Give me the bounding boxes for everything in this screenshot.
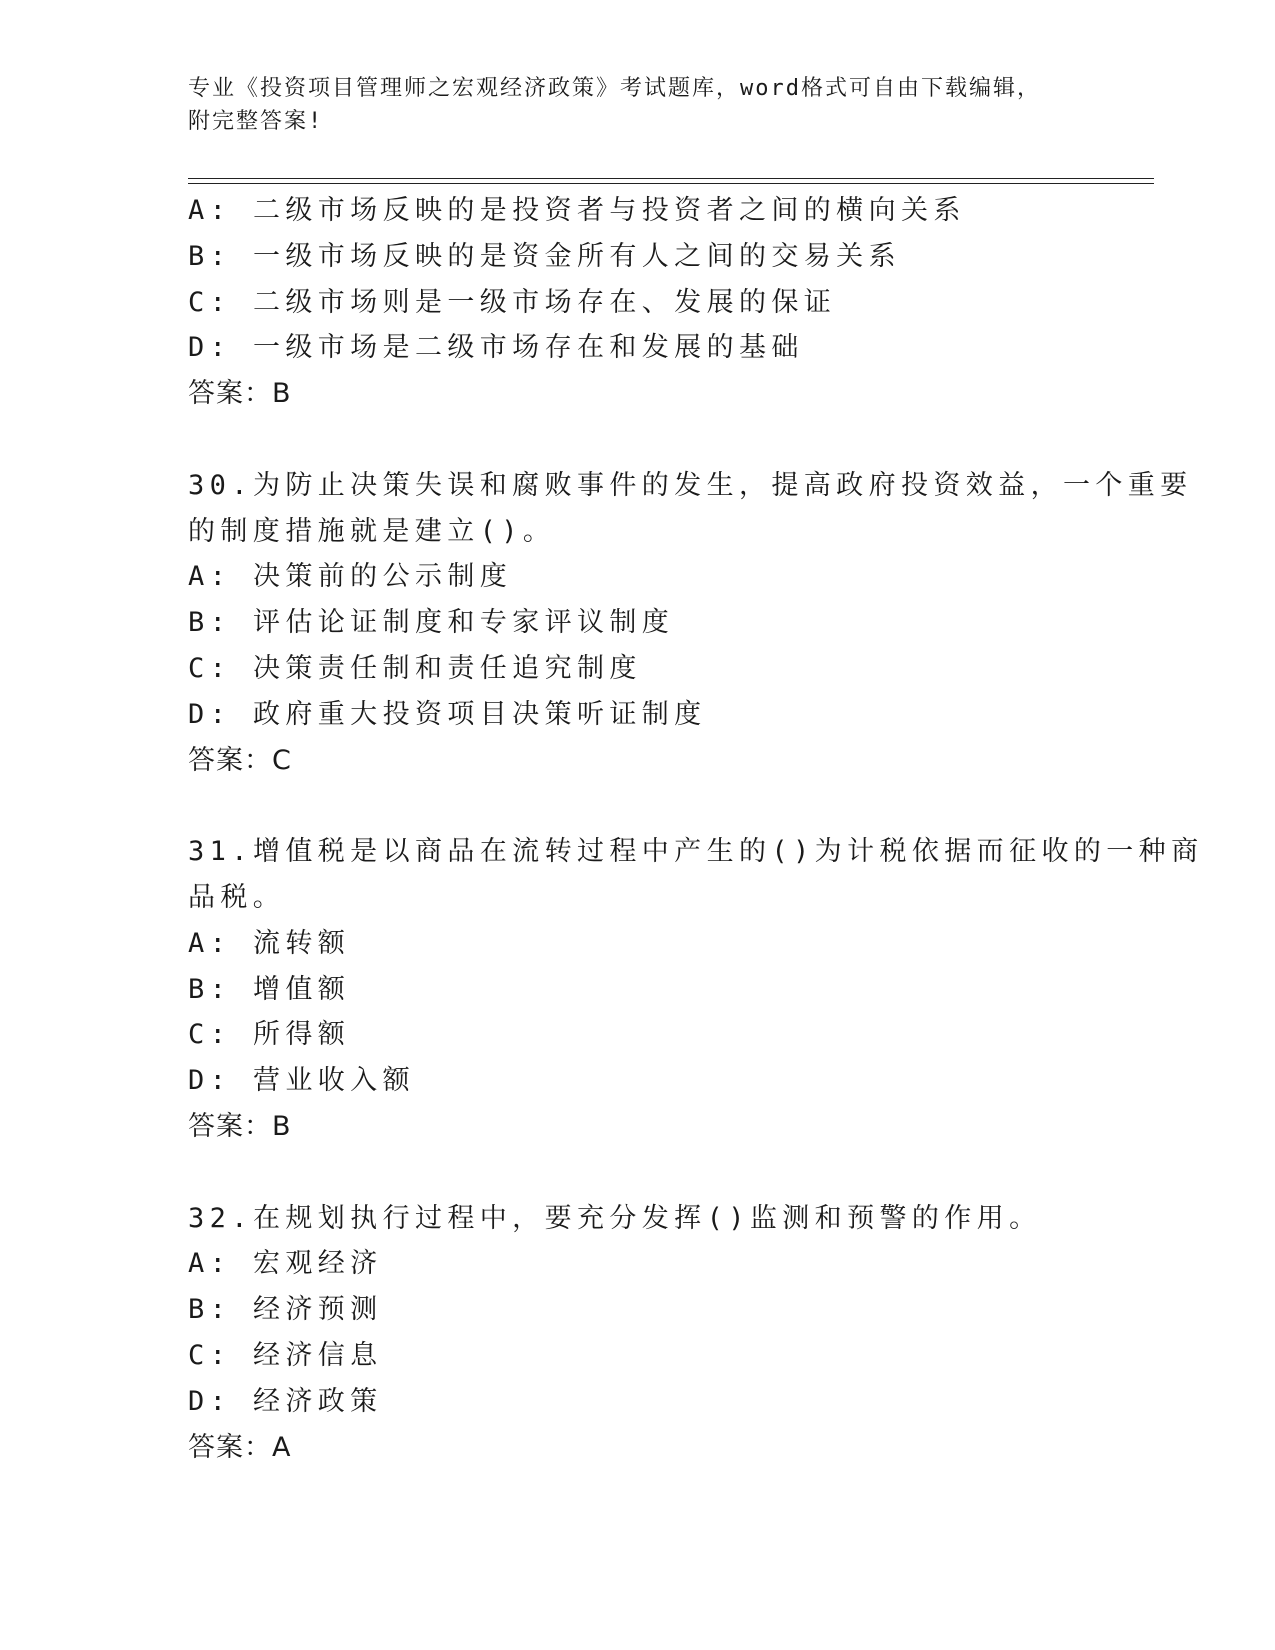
answer-line: 答案：B	[188, 378, 292, 410]
option-d: D: 经济政策	[188, 1385, 383, 1417]
option-b: B: 评估论证制度和专家评议制度	[188, 607, 675, 639]
question-stem: 30.为防止决策失误和腐败事件的发生，提高政府投资效益，一个重要	[188, 469, 1193, 501]
option-a: A: 宏观经济	[188, 1248, 383, 1280]
question-stem: 32.在规划执行过程中，要充分发挥()监测和预警的作用。	[188, 1202, 1042, 1234]
option-a: A: 决策前的公示制度	[188, 561, 513, 593]
option-c: C: 经济信息	[188, 1339, 383, 1371]
option-c: C: 所得额	[188, 1019, 351, 1051]
question-list	[188, 188, 1204, 1470]
question-stem: 的制度措施就是建立()。	[188, 515, 556, 547]
option-a: A: 二级市场反映的是投资者与投资者之间的横向关系	[188, 195, 966, 226]
option-c: C: 决策责任制和责任追究制度	[188, 652, 642, 684]
header-line-1: 专业《投资项目管理师之宏观经济政策》考试题库，word格式可自由下载编辑，	[188, 76, 1041, 101]
header-rule-top	[188, 178, 1154, 179]
question-block	[188, 188, 1088, 417]
header-rule-bottom	[188, 183, 1154, 184]
option-b: B: 经济预测	[188, 1294, 383, 1326]
answer-line: 答案：B	[188, 1110, 292, 1142]
header-line-2: 附完整答案!	[188, 109, 324, 134]
option-c: C: 二级市场则是一级市场存在、发展的保证	[188, 286, 837, 318]
question-stem: 品税。	[188, 881, 286, 913]
option-a: A: 流转额	[188, 927, 351, 959]
question-block	[188, 463, 1193, 784]
document-header	[188, 72, 1088, 138]
spacer	[188, 1150, 1088, 1196]
answer-line: 答案：A	[188, 1431, 292, 1463]
question-block	[188, 1196, 1088, 1471]
spacer	[188, 417, 1088, 463]
option-d: D: 政府重大投资项目决策听证制度	[188, 698, 707, 730]
spacer	[188, 783, 1088, 829]
option-d: D: 一级市场是二级市场存在和发展的基础	[188, 332, 804, 364]
option-d: D: 营业收入额	[188, 1065, 415, 1097]
question-block	[188, 829, 1204, 1150]
option-b: B: 增值额	[188, 973, 351, 1005]
answer-line: 答案：C	[188, 744, 292, 776]
option-b: B: 一级市场反映的是资金所有人之间的交易关系	[188, 240, 901, 272]
question-stem: 31.增值税是以商品在流转过程中产生的()为计税依据而征收的一种商	[188, 836, 1204, 868]
